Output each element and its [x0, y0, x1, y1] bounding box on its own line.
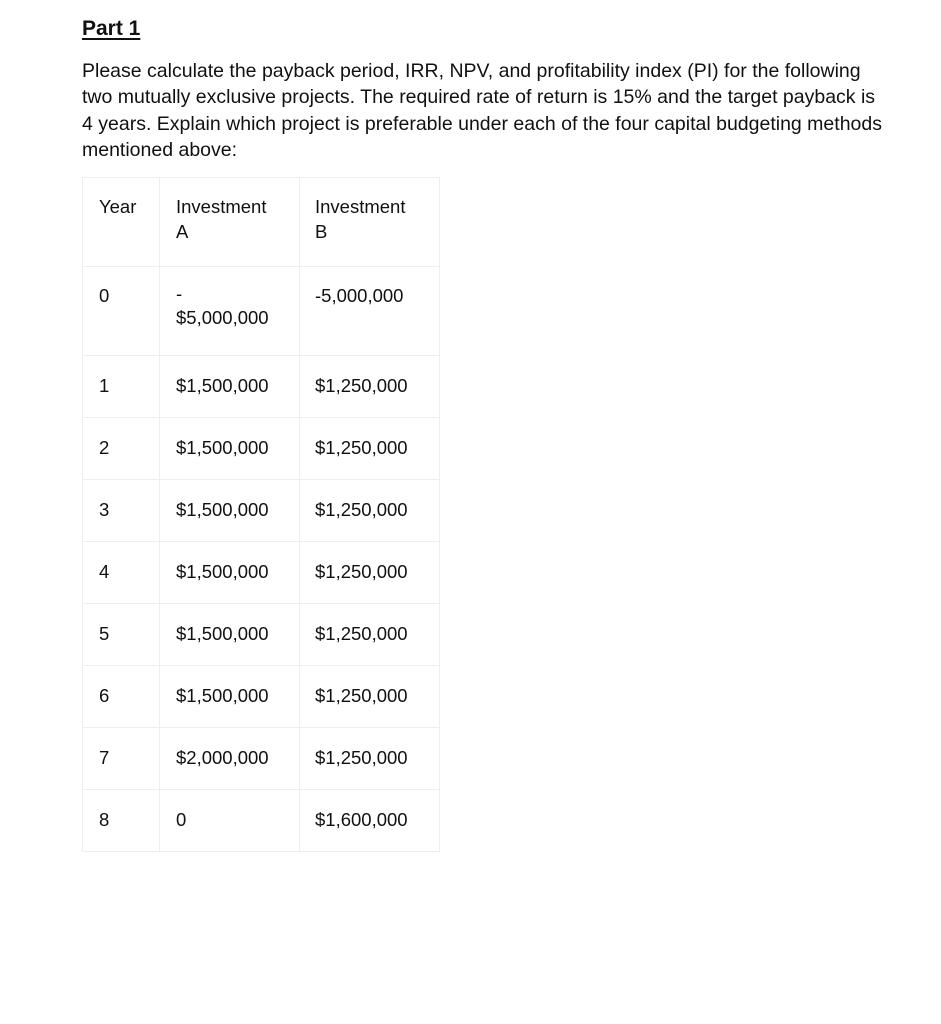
cell-investment-a: $1,500,000: [160, 480, 300, 542]
table-row: [83, 356, 440, 418]
cell-year: 7: [83, 728, 160, 790]
table-row: [83, 604, 440, 666]
cell-investment-b: $1,250,000: [300, 542, 440, 604]
table-row: [83, 790, 440, 852]
header-investment-a: Investment A: [160, 178, 300, 267]
table-row: [83, 418, 440, 480]
cell-year: 0: [83, 267, 160, 356]
table-row: [83, 666, 440, 728]
cell-investment-b: $1,600,000: [300, 790, 440, 852]
cell-year: 4: [83, 542, 160, 604]
cell-investment-a: $1,500,000: [160, 418, 300, 480]
cell-investment-b: -5,000,000: [300, 267, 440, 356]
cell-investment-b: $1,250,000: [300, 418, 440, 480]
cell-investment-b: $1,250,000: [300, 480, 440, 542]
cell-year: 2: [83, 418, 160, 480]
cell-investment-a: $1,500,000: [160, 666, 300, 728]
cell-investment-a: - $5,000,000: [160, 267, 300, 356]
cell-investment-a: $1,500,000: [160, 604, 300, 666]
table-row: [83, 267, 440, 356]
cell-investment-a: $2,000,000: [160, 728, 300, 790]
cell-investment-a: 0: [160, 790, 300, 852]
cell-year: 8: [83, 790, 160, 852]
cell-investment-b: $1,250,000: [300, 604, 440, 666]
cell-year: 1: [83, 356, 160, 418]
table-row: [83, 728, 440, 790]
cell-investment-b: $1,250,000: [300, 666, 440, 728]
cell-investment-b: $1,250,000: [300, 356, 440, 418]
table-row: [83, 480, 440, 542]
cash-flow-table: [82, 177, 440, 852]
cell-year: 5: [83, 604, 160, 666]
cell-investment-b: $1,250,000: [300, 728, 440, 790]
cell-year: 6: [83, 666, 160, 728]
cell-year: 3: [83, 480, 160, 542]
document-body: [82, 14, 882, 163]
table-header-row: [83, 178, 440, 267]
cell-investment-a: $1,500,000: [160, 356, 300, 418]
part-heading: Part 1: [82, 17, 141, 40]
header-year: Year: [83, 178, 160, 267]
header-investment-b: Investment B: [300, 178, 440, 267]
table-row: [83, 542, 440, 604]
question-prompt: Please calculate the payback period, IRR, NPV, and profitability index (PI) for the following two mutually exclusive projects. The required rate of return is 15% and the target payback is 4 years. Explain which project is preferable under each of the four capital budgeting methods mentioned above:: [82, 60, 882, 161]
cell-investment-a: $1,500,000: [160, 542, 300, 604]
